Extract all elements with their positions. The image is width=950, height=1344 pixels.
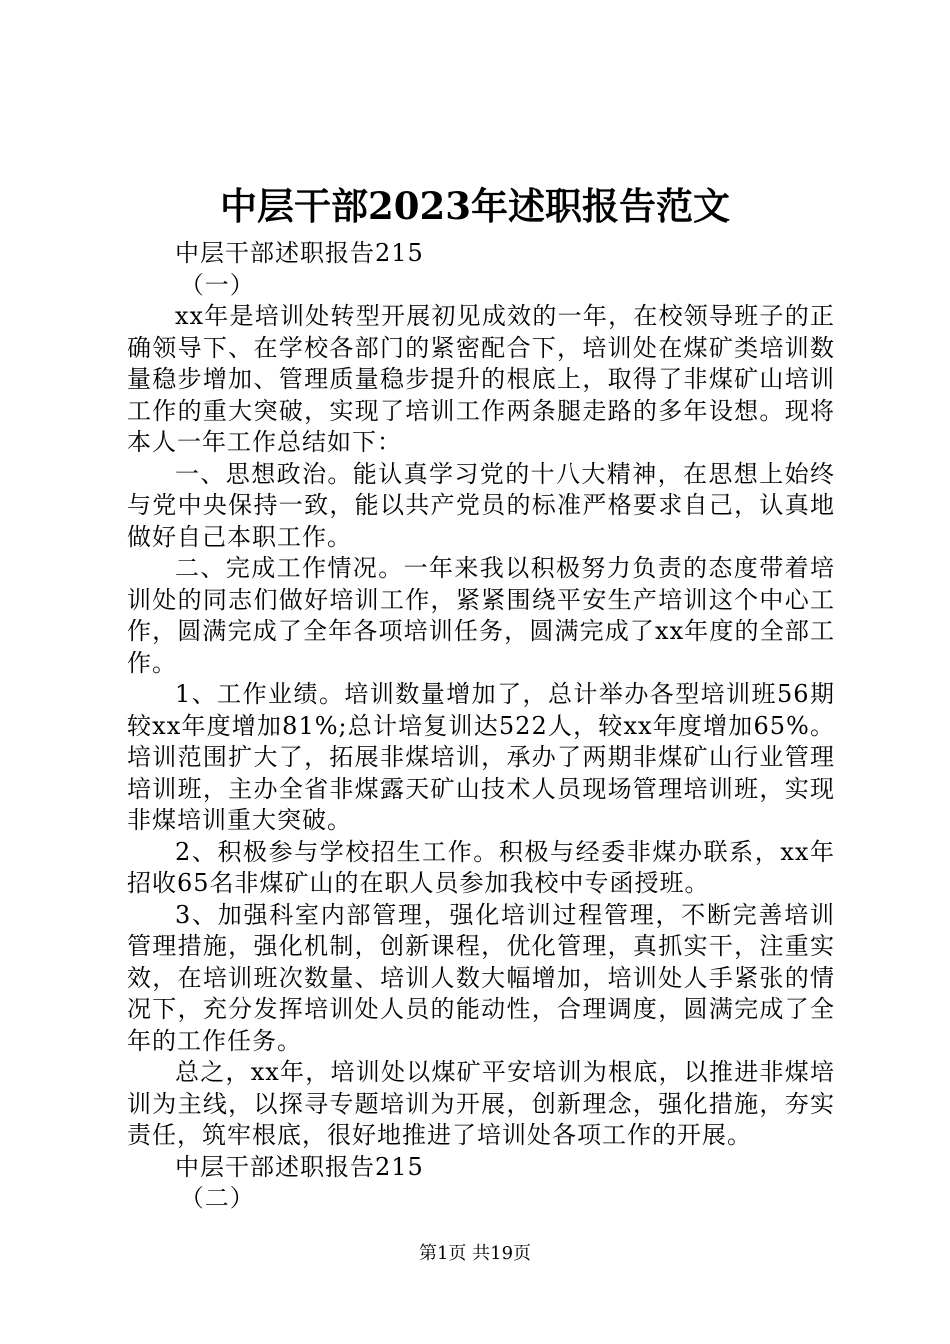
report-subtitle: 中层干部述职报告215 — [175, 1152, 424, 1181]
page-number: 第1页 共19页 — [418, 1243, 532, 1264]
body-paragraph: 2、积极参与学校招生工作。积极与经委非煤办联系，xx年招收65名非煤矿山的在职人员参加我校中专函授班。 — [127, 837, 835, 897]
section-marker: （二） — [179, 1184, 255, 1212]
document-title: 中层干部2023年述职报告范文 — [220, 184, 730, 228]
section-marker: （一） — [179, 270, 255, 299]
body-paragraph: xx年是培训处转型开展初见成效的一年，在校领导班子的正确领导下、在学校各部门的紧密配合下，培训处在煤矿类培训数量稳步增加、管理质量稳步提升的根底上，取得了非煤矿山培训工作的重大突破，实现了培训工作两条腿走路的多年设想。现将本人一年工作总结如下： — [127, 302, 835, 456]
report-subtitle: 中层干部述职报告215 — [175, 239, 424, 267]
body-paragraph: 二、完成工作情况。一年来我以积极努力负责的态度带着培训处的同志们做好培训工作，紧紧围绕平安生产培训这个中心工作，圆满完成了全年各项培训任务，圆满完成了xx年度的全部工作。 — [127, 554, 835, 677]
body-paragraph: 1、工作业绩。培训数量增加了，总计举办各型培训班56期较xx年度增加81%;总计培复训达522人，较xx年度增加65%。培训范围扩大了，拓展非煤培训，承办了两期非煤矿山行业管理培训班，主办全省非煤露天矿山技术人员现场管理培训班，实现非煤培训重大突破。 — [127, 680, 835, 834]
body-paragraph: 3、加强科室内部管理，强化培训过程管理，不断完善培训管理措施，强化机制，创新课程，优化管理，真抓实干，注重实效，在培训班次数量、培训人数大幅增加，培训处人手紧张的情况下，充分发挥培训处人员的能动性，合理调度，圆满完成了全年的工作任务。 — [127, 900, 835, 1055]
document-body — [127, 238, 835, 1215]
body-paragraph: 一、思想政治。能认真学习党的十八大精神，在思想上始终与党中央保持一致，能以共产党员的标准严格要求自己，认真地做好自己本职工作。 — [127, 459, 835, 551]
body-paragraph: 总之，xx年，培训处以煤矿平安培训为根底，以推进非煤培训为主线，以探寻专题培训为开展，创新理念，强化措施，夯实责任，筑牢根底，很好地推进了培训处各项工作的开展。 — [127, 1058, 835, 1149]
